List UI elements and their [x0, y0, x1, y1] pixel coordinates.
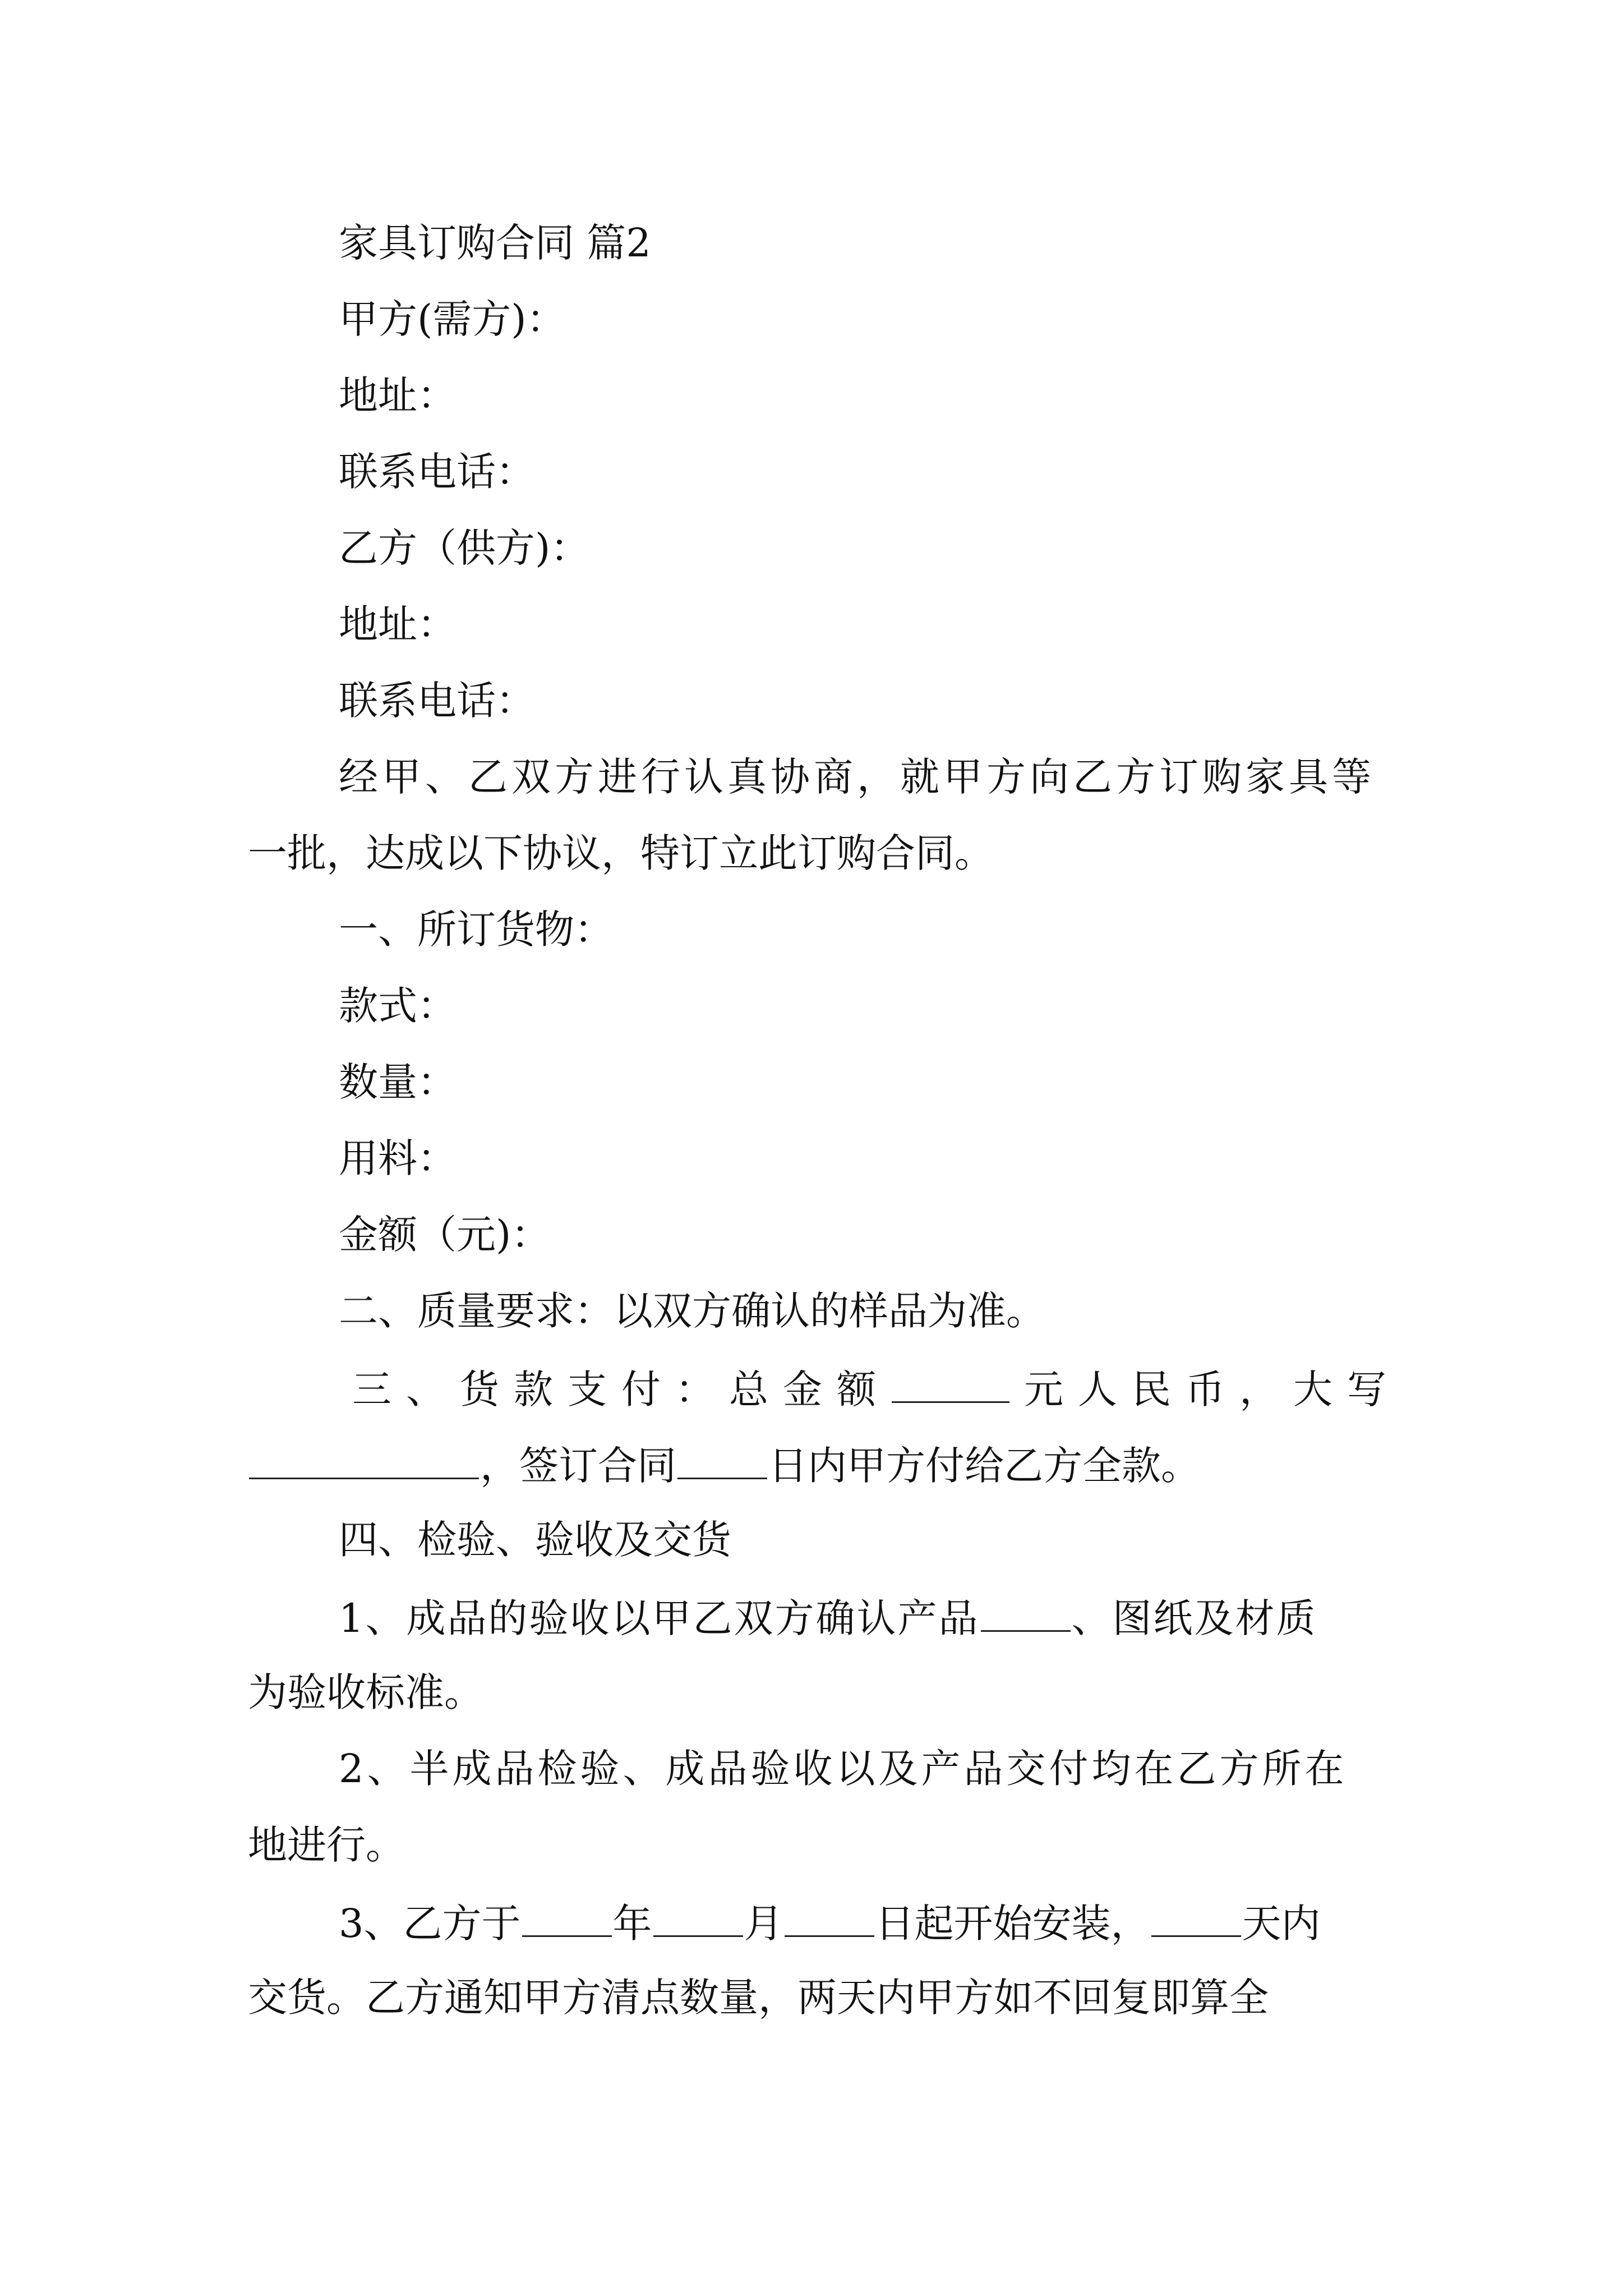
item-1-text-b: 、图纸及材质 [1071, 1595, 1317, 1641]
section-1-material: 用料： [339, 1135, 457, 1181]
section-3-line-1 [352, 1366, 1401, 1412]
intro-line-2: 一批，达成以下协议，特订立此订购合同。 [248, 830, 994, 876]
item-3-line-1 [339, 1901, 1321, 1947]
item-2-line-2: 地进行。 [248, 1822, 405, 1868]
item-2-line-1: 2、半成品检验、成品验收以及产品交付均在乙方所在 [339, 1746, 1348, 1792]
party-a-address: 地址： [339, 372, 457, 418]
section-1-style: 款式： [339, 983, 457, 1029]
item-3-text-c: 月 [744, 1901, 783, 1947]
blank-day [785, 1902, 874, 1937]
intro-line-1: 经甲、乙双方进行认真协商，就甲方向乙方订购家具等 [339, 754, 1375, 800]
item-1-text-a: 1、成品的验收以甲乙双方确认产品 [339, 1595, 980, 1641]
party-b-phone: 联系电话： [339, 678, 535, 724]
blank-product [981, 1596, 1071, 1632]
section-4-title: 四、检验、验收及交货 [339, 1517, 731, 1563]
item-3-text-b: 年 [612, 1901, 652, 1947]
item-3-line-2: 交货。乙方通知甲方清点数量，两天内甲方如不回复即算全 [248, 1975, 1269, 2021]
section-3-text-b: 元人民币，大写 [1024, 1366, 1401, 1412]
blank-total-amount [892, 1368, 1009, 1403]
item-3-text-d: 日起开始安装， [875, 1901, 1150, 1947]
section-1-quantity: 数量： [339, 1059, 457, 1105]
item-3-text-a: 3、乙方于 [339, 1901, 521, 1947]
section-2-quality: 二、质量要求：以双方确认的样品为准。 [339, 1288, 1045, 1334]
section-1-title: 一、所订货物： [339, 907, 614, 953]
blank-year [522, 1902, 612, 1937]
blank-amount-in-words [249, 1444, 479, 1479]
section-3-text-d: 日内甲方付给乙方全款。 [768, 1443, 1200, 1489]
party-a-phone: 联系电话： [339, 449, 535, 495]
item-3-text-e: 天内 [1242, 1901, 1321, 1947]
item-1-line-1 [339, 1595, 1317, 1641]
party-b-address: 地址： [339, 601, 457, 647]
party-a-label: 甲方(需方)： [339, 296, 566, 342]
section-3-line-2 [248, 1443, 1200, 1489]
blank-month [653, 1902, 743, 1937]
blank-delivery-days [1151, 1902, 1241, 1937]
section-3-text-a: 三、货款支付：总金额 [352, 1366, 891, 1412]
party-b-label: 乙方（供方)： [339, 525, 590, 571]
blank-days [677, 1444, 767, 1479]
section-1-amount: 金额（元)： [339, 1212, 551, 1258]
section-3-text-c: ，签订合同 [480, 1443, 676, 1489]
item-1-line-2: 为验收标准。 [248, 1669, 483, 1715]
document-title: 家具订购合同 篇2 [339, 220, 651, 266]
